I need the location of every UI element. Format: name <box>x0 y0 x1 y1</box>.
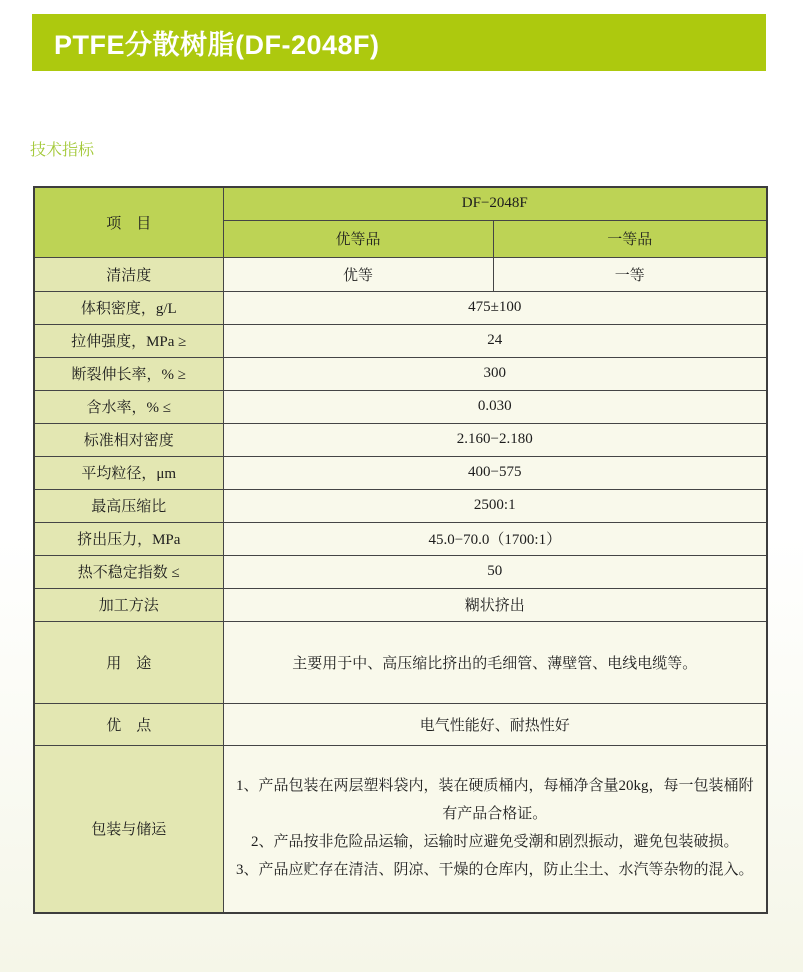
packaging-line-1: 1、产品包装在两层塑料袋内，装在硬质桶内，每桶净含量20kg，每一包装桶附有产品合格证。 <box>236 778 754 822</box>
corner-header-cell: 项 目 <box>34 187 223 257</box>
row-label: 断裂伸长率，% ≥ <box>34 357 223 390</box>
row-value-packaging <box>223 745 767 913</box>
row-value: 糊状挤出 <box>223 588 767 621</box>
table-row-usage <box>34 621 767 703</box>
page-title: PTFE分散树脂(DF-2048F) <box>54 30 380 60</box>
row-value: 300 <box>223 357 767 390</box>
row-value-first: 一等 <box>493 257 767 291</box>
row-label: 含水率，% ≤ <box>34 390 223 423</box>
spec-table <box>33 186 768 914</box>
row-value: 2.160−2.180 <box>223 423 767 456</box>
row-value: 2500:1 <box>223 489 767 522</box>
row-label: 拉伸强度，MPa ≥ <box>34 324 223 357</box>
table-row-bulk-density <box>34 291 767 324</box>
row-value: 电气性能好、耐热性好 <box>223 703 767 745</box>
row-label: 用 途 <box>34 621 223 703</box>
table-row-elongation <box>34 357 767 390</box>
row-label: 标准相对密度 <box>34 423 223 456</box>
table-row-specific-gravity <box>34 423 767 456</box>
table-row-thermal-instability <box>34 555 767 588</box>
row-value-premium: 优等 <box>223 257 493 291</box>
table-row-cleanliness <box>34 257 767 291</box>
row-value: 0.030 <box>223 390 767 423</box>
row-label: 体积密度，g/L <box>34 291 223 324</box>
row-label: 加工方法 <box>34 588 223 621</box>
title-banner <box>32 14 766 71</box>
table-row-max-compression-ratio <box>34 489 767 522</box>
grade-header-first: 一等品 <box>493 220 767 257</box>
packaging-line-3: 3、产品应贮存在清洁、阴凉、干燥的仓库内，防止尘土、水汽等杂物的混入。 <box>236 861 754 878</box>
table-row-extrusion-pressure <box>34 522 767 555</box>
row-value: 主要用于中、高压缩比挤出的毛细管、薄壁管、电线电缆等。 <box>223 621 767 703</box>
row-value: 45.0−70.0（1700:1） <box>223 522 767 555</box>
row-label: 包装与储运 <box>34 745 223 913</box>
table-header-row-product <box>34 187 767 220</box>
row-label: 平均粒径，μm <box>34 456 223 489</box>
section-label-technical-specs: 技术指标 <box>30 142 95 159</box>
table-row-particle-size <box>34 456 767 489</box>
row-label: 优 点 <box>34 703 223 745</box>
grade-header-premium: 优等品 <box>223 220 493 257</box>
table-row-moisture <box>34 390 767 423</box>
row-label: 挤出压力，MPa <box>34 522 223 555</box>
table-row-tensile-strength <box>34 324 767 357</box>
table-row-processing-method <box>34 588 767 621</box>
row-label: 热不稳定指数 ≤ <box>34 555 223 588</box>
row-label: 清洁度 <box>34 257 223 291</box>
row-value: 400−575 <box>223 456 767 489</box>
packaging-line-2: 2、产品按非危险品运输，运输时应避免受潮和剧烈振动，避免包装破损。 <box>251 833 739 850</box>
row-value: 475±100 <box>223 291 767 324</box>
table-row-advantages <box>34 703 767 745</box>
row-value: 24 <box>223 324 767 357</box>
row-label: 最高压缩比 <box>34 489 223 522</box>
row-value: 50 <box>223 555 767 588</box>
product-header-cell: DF−2048F <box>223 187 767 220</box>
table-row-packaging-storage <box>34 745 767 913</box>
